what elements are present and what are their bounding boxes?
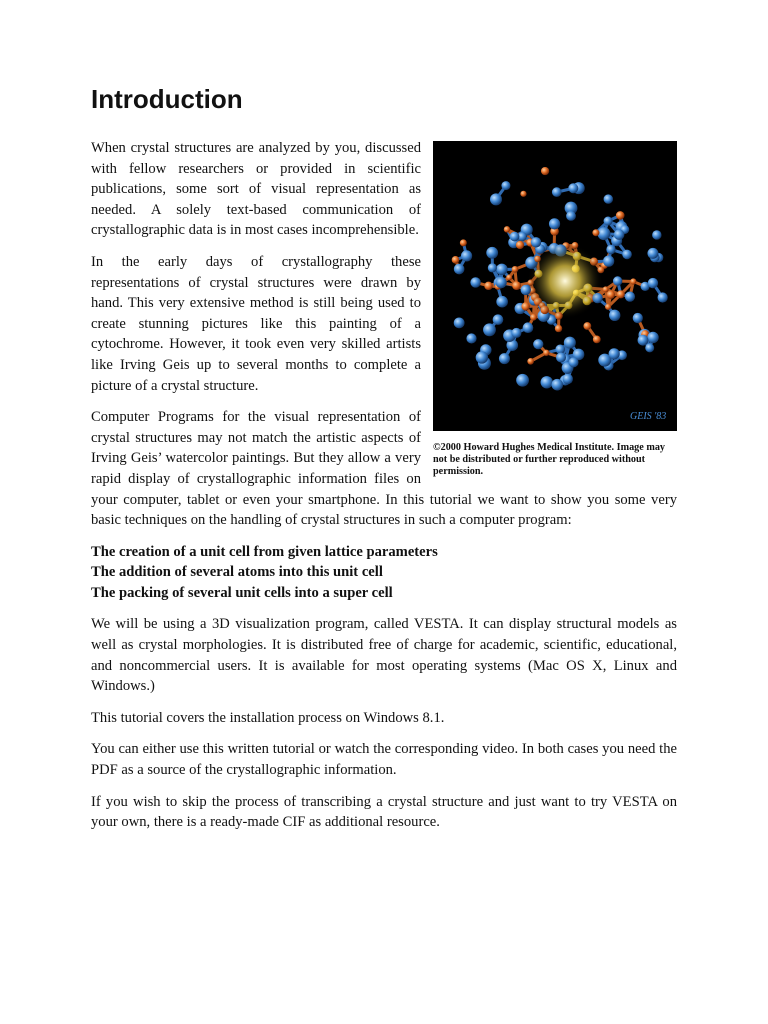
molecule-atom [496, 264, 508, 276]
molecule-atom [504, 226, 510, 232]
molecule-atom [658, 292, 668, 302]
technique-item: The packing of several unit cells into a super cell [91, 584, 393, 601]
page-title: Introduction [91, 84, 243, 114]
figure [433, 141, 677, 478]
molecule-atom [510, 232, 520, 242]
molecule-atom [521, 302, 529, 310]
molecule-atom [566, 211, 576, 221]
technique-item: The creation of a unit cell from given lattice parameters [91, 543, 438, 560]
molecule-atom [552, 187, 562, 197]
molecule-atom [648, 278, 658, 288]
molecule-atom [523, 322, 534, 333]
molecule-atom [512, 266, 519, 273]
molecule-atom [613, 276, 622, 285]
molecule-atom [569, 357, 579, 367]
molecule-atom [490, 193, 502, 205]
molecule-atom [607, 291, 615, 299]
molecule-atom [551, 379, 563, 391]
technique-list [91, 542, 677, 604]
paragraph-6: You can either use this written tutorial or watch the corresponding video. In both cases you need the PDF as a source of the crystallographic information. [91, 741, 677, 779]
molecule-atom [516, 374, 529, 387]
molecule-atom [647, 332, 658, 343]
molecule-atom [541, 167, 549, 175]
molecule-atom [488, 263, 497, 272]
molecule-atom [638, 335, 649, 346]
molecule-atom [633, 313, 643, 323]
molecule-atom [616, 211, 625, 220]
molecule-atom [564, 337, 576, 349]
molecule-atom [549, 218, 560, 229]
molecule-atom [593, 335, 601, 343]
molecule-atom [476, 351, 488, 363]
molecule-atom [614, 229, 625, 240]
molecule-atom [527, 358, 534, 365]
molecule-atom [466, 333, 476, 343]
molecule-atom [511, 328, 521, 338]
paragraph-5: This tutorial covers the installation process on Windows 8.1. [91, 709, 445, 726]
molecule-atom [563, 374, 573, 384]
cytochrome-painting [433, 141, 677, 431]
molecule-atom [470, 277, 480, 287]
paragraph-4: We will be using a 3D visualization program, called VESTA. It can display structural models as well as crystal morphologies. It is distributed free of charge for academic, scientific, educational, and noncommercial users. It is available for most operating systems (Mac OS X, Linux and Windows.) [91, 616, 677, 695]
molecule-atom [647, 248, 658, 259]
molecule-atom [531, 237, 541, 247]
molecule-atom [617, 290, 625, 298]
molecule-atom [568, 183, 578, 193]
molecule-atom [460, 239, 467, 246]
molecule-atom [625, 292, 635, 302]
molecule-atom [543, 350, 549, 356]
molecule-atom [533, 339, 543, 349]
body-text [91, 138, 677, 844]
molecule-atom [604, 217, 613, 226]
molecule-atom [604, 194, 613, 203]
molecule-atom [583, 322, 591, 330]
molecule-atom [609, 310, 620, 321]
molecule-atom [645, 343, 654, 352]
molecule-atom [512, 281, 521, 290]
molecule-atom [501, 181, 510, 190]
paragraph-3: Computer Programs for the visual representation of crystal structures may not match the artistic aspects of Irving Geis’ watercolor paintings. But they allow a very rapid display of crystallographic information files on your computer, tablet or even your smartphone. In this tutorial we want to show you some very basic techniques on the handling of crystal structures in such a computer program: [91, 409, 677, 529]
paragraph-7: If you wish to skip the process of transcribing a crystal structure and just want to try VESTA on your own, there is a ready-made CIF as additional resource. [91, 793, 677, 831]
molecule-atom [652, 230, 661, 239]
molecule-atom [516, 241, 524, 249]
molecule-atom [486, 247, 498, 259]
molecule-atom [592, 229, 599, 236]
molecule-atom [555, 325, 562, 332]
molecule-atom [597, 227, 610, 240]
molecule-atom [603, 286, 609, 292]
paragraph-1: When crystal structures are analyzed by you, discussed with fellow researchers or provided in scientific publications, some sort of visual representation as needed. A solely text-based communication of crystallographic data is in most cases incomprehensible. [91, 140, 421, 239]
molecule-atom [630, 278, 636, 284]
molecule-atom [461, 250, 472, 261]
molecule-atom [493, 314, 504, 325]
figure-caption: ©2000 Howard Hughes Medical Institute. Image may not be distributed or further reproduced without permission. [433, 442, 666, 477]
molecule-atom [496, 296, 508, 308]
molecule-atom [603, 256, 614, 267]
molecule-atom [506, 274, 512, 280]
molecule-atom [606, 245, 615, 254]
molecule-atom [496, 277, 507, 288]
technique-item: The addition of several atoms into this unit cell [91, 564, 383, 581]
molecule-atom [484, 282, 492, 290]
molecule-atom [520, 191, 526, 197]
molecule-atom [541, 376, 553, 388]
molecule-atom [609, 348, 620, 359]
painting-signature: GEIS '83 [630, 411, 667, 422]
molecule-atom [454, 264, 465, 275]
molecule-atom [622, 250, 632, 260]
molecule-atom [499, 353, 510, 364]
molecule-atom [530, 314, 537, 321]
paragraph-2: In the early days of crystallography these representations of crystal structures were drawn by hand. This very extensive method is still being used to create stunning pictures like this painting of a cytochrome. However, it took even very skilled artists like Irving Geis up to several months to complete a picture of a crystal structure. [91, 253, 421, 394]
molecule-atom [454, 317, 465, 328]
molecule-atom [483, 323, 496, 336]
molecule-atom [605, 304, 611, 310]
molecule-atom [556, 352, 566, 362]
molecule-atom [452, 256, 460, 264]
